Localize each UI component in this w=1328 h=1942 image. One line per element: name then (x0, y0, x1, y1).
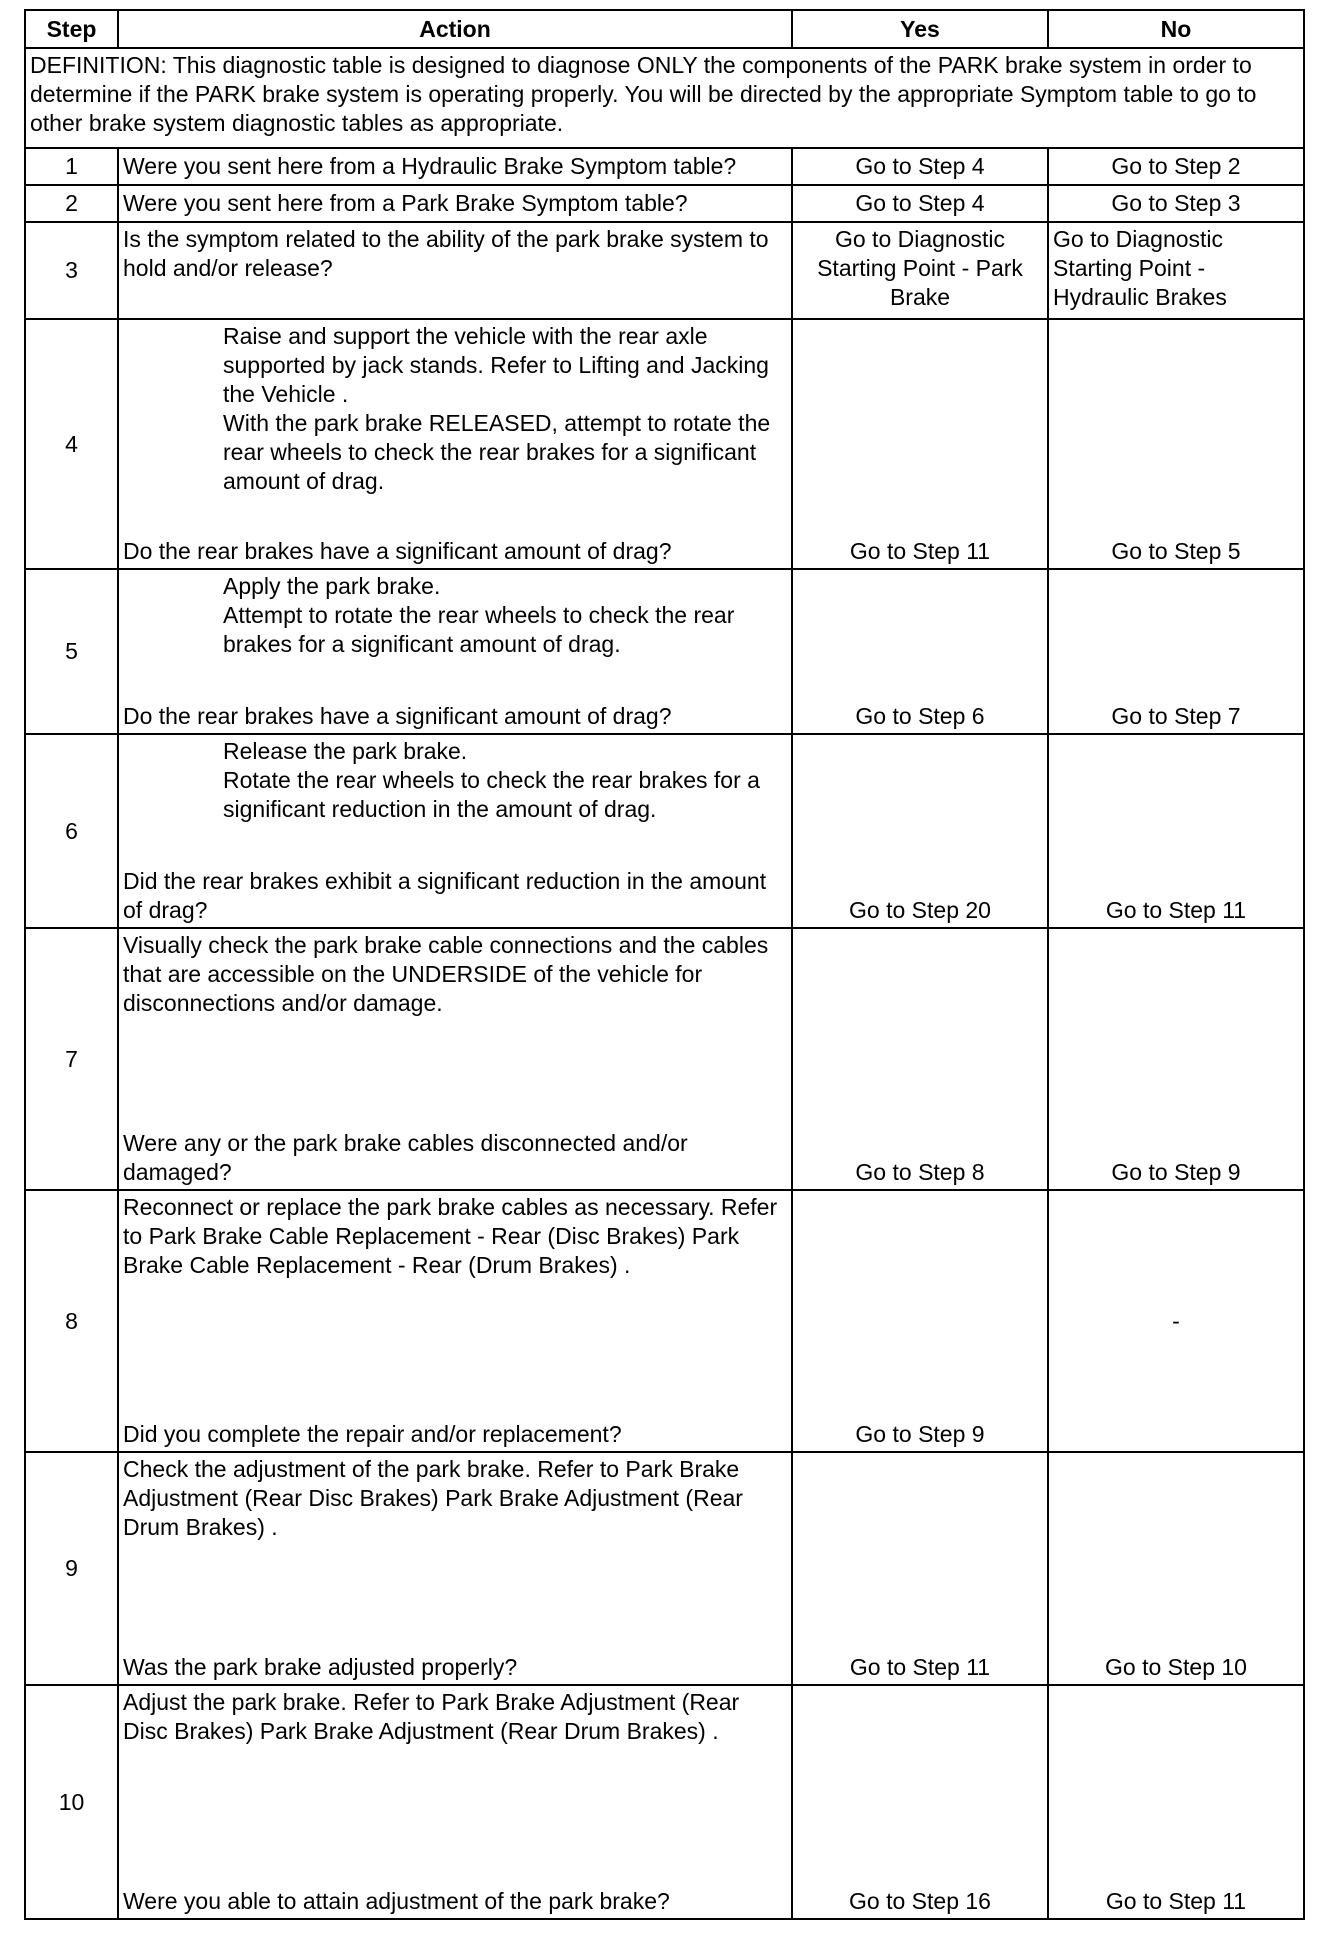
definition-row (25, 48, 1304, 148)
action-cell (118, 1190, 792, 1452)
action-question: Do the rear brakes have a significant amount of drag? (123, 538, 672, 564)
diagnostic-table (24, 9, 1305, 1920)
step-number: 7 (25, 928, 118, 1190)
no-result: Go to Diagnostic Starting Point - Hydraulic Brakes (1048, 222, 1304, 319)
action-cell (118, 928, 792, 1190)
header-no: No (1048, 10, 1304, 48)
table-row (25, 185, 1304, 222)
action-question: Was the park brake adjusted properly? (123, 1654, 518, 1680)
step-number: 8 (25, 1190, 118, 1452)
action-question: Is the symptom related to the ability of the park brake system to hold and/or release? (118, 222, 792, 319)
header-row (25, 10, 1304, 48)
table-row (25, 1190, 1304, 1452)
action-instruction: Visually check the park brake cable connections and the cables that are accessible on the UNDERSIDE of the vehicle for disconnections and/or damage. (123, 932, 769, 1016)
step-number: 5 (25, 569, 118, 734)
action-cell (118, 734, 792, 928)
no-result: Go to Step 10 (1048, 1452, 1304, 1685)
action-instruction: Rotate the rear wheels to check the rear brakes for a significant reduction in the amount of drag. (223, 767, 760, 822)
action-question: Did the rear brakes exhibit a significant reduction in the amount of drag? (123, 868, 767, 923)
yes-result: Go to Step 6 (792, 569, 1048, 734)
table-row (25, 222, 1304, 319)
yes-result: Go to Step 11 (792, 1452, 1048, 1685)
step-number: 1 (25, 148, 118, 185)
table-row (25, 928, 1304, 1190)
action-cell (118, 569, 792, 734)
yes-result: Go to Step 16 (792, 1685, 1048, 1919)
step-number: 9 (25, 1452, 118, 1685)
table-row (25, 734, 1304, 928)
yes-result: Go to Step 4 (792, 148, 1048, 185)
no-result: Go to Step 5 (1048, 319, 1304, 569)
action-instruction: With the park brake RELEASED, attempt to rotate the rear wheels to check the rear brakes for a significant amount of drag. (223, 410, 771, 494)
yes-result: Go to Step 8 (792, 928, 1048, 1190)
header-step: Step (25, 10, 118, 48)
action-cell (118, 1685, 792, 1919)
no-result: - (1048, 1190, 1304, 1452)
step-number: 4 (25, 319, 118, 569)
header-yes: Yes (792, 10, 1048, 48)
table-row (25, 1452, 1304, 1685)
yes-result: Go to Step 4 (792, 185, 1048, 222)
no-result: Go to Step 7 (1048, 569, 1304, 734)
action-cell (118, 319, 792, 569)
action-instruction: Attempt to rotate the rear wheels to check the rear brakes for a significant amount of drag. (223, 602, 735, 657)
action-question: Did you complete the repair and/or replacement? (123, 1421, 622, 1447)
action-instruction: Adjust the park brake. Refer to Park Brake Adjustment (Rear Disc Brakes) Park Brake Adjustment (Rear Drum Brakes) . (123, 1689, 740, 1744)
action-question: Were you able to attain adjustment of the park brake? (123, 1888, 670, 1914)
table-row (25, 1685, 1304, 1919)
action-cell (118, 1452, 792, 1685)
yes-result: Go to Step 9 (792, 1190, 1048, 1452)
action-instruction: Check the adjustment of the park brake. Refer to Park Brake Adjustment (Rear Disc Brakes) Park Brake Adjustment (Rear Drum Brakes) . (123, 1456, 743, 1540)
definition-text: DEFINITION: This diagnostic table is designed to diagnose ONLY the components of the PARK brake system in order to determine if the PARK brake system is operating properly. You will be directed by the appropriate Symptom table to go to other brake system diagnostic tables as appropriate. (25, 48, 1304, 148)
table-row (25, 148, 1304, 185)
action-instruction: Raise and support the vehicle with the rear axle supported by jack stands. Refer to Lifting and Jacking the Vehicle . (223, 323, 769, 407)
action-instruction: Release the park brake. (223, 738, 468, 764)
no-result: Go to Step 11 (1048, 1685, 1304, 1919)
yes-result: Go to Step 11 (792, 319, 1048, 569)
yes-result: Go to Diagnostic Starting Point - Park Brake (792, 222, 1048, 319)
action-question: Were you sent here from a Hydraulic Brake Symptom table? (118, 148, 792, 185)
no-result: Go to Step 11 (1048, 734, 1304, 928)
action-question: Were you sent here from a Park Brake Symptom table? (118, 185, 792, 222)
table-row (25, 319, 1304, 569)
step-number: 2 (25, 185, 118, 222)
action-instruction: Reconnect or replace the park brake cables as necessary. Refer to Park Brake Cable Replacement - Rear (Disc Brakes) Park Brake Cable Replacement - Rear (Drum Brakes) . (123, 1194, 778, 1278)
action-question: Do the rear brakes have a significant amount of drag? (123, 703, 672, 729)
step-number: 3 (25, 222, 118, 319)
action-instruction: Apply the park brake. (223, 573, 441, 599)
header-action: Action (118, 10, 792, 48)
action-question: Were any or the park brake cables disconnected and/or damaged? (123, 1130, 688, 1185)
step-number: 6 (25, 734, 118, 928)
table-row (25, 569, 1304, 734)
yes-result: Go to Step 20 (792, 734, 1048, 928)
no-result: Go to Step 3 (1048, 185, 1304, 222)
no-result: Go to Step 2 (1048, 148, 1304, 185)
no-result: Go to Step 9 (1048, 928, 1304, 1190)
step-number: 10 (25, 1685, 118, 1919)
